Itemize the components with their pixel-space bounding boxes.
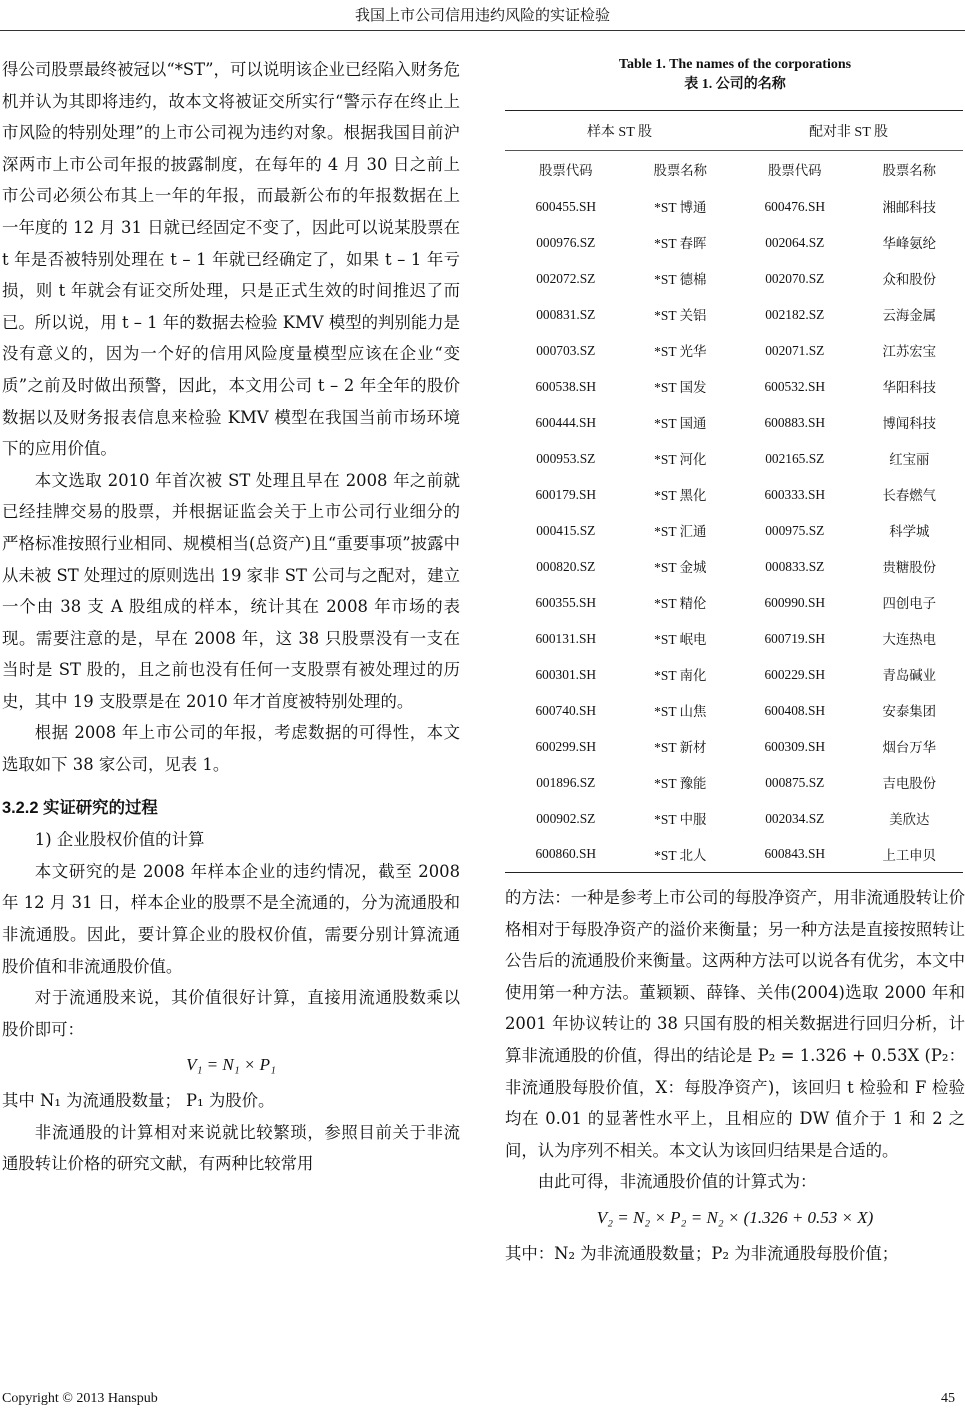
table-cell: *ST 河化	[654, 452, 707, 467]
table-cell: *ST 春晖	[654, 236, 707, 251]
table-cell: 华峰氨纶	[882, 236, 937, 251]
table-cell: 烟台万华	[882, 740, 937, 755]
table-row	[505, 261, 963, 297]
table-cell: 云海金属	[882, 308, 937, 323]
table-row	[505, 729, 963, 765]
table-cell: 红宝丽	[889, 452, 930, 467]
left-column	[2, 54, 460, 1180]
table-cell: 600476.SH	[764, 198, 826, 214]
table-row	[505, 765, 963, 801]
table-cell: 600179.SH	[535, 486, 597, 502]
table-row	[505, 693, 963, 729]
table-cell: 600309.SH	[764, 738, 826, 754]
table-cell: 002064.SZ	[765, 234, 825, 250]
table-row	[505, 657, 963, 693]
table-cell: 600843.SH	[734, 837, 856, 873]
paragraph: 其中：N₂ 为非流通股数量；P₂ 为非流通股每股价值；	[505, 1243, 899, 1263]
table-cell: 600860.SH	[505, 837, 627, 873]
column-header: 股票代码	[768, 163, 822, 179]
table-cell: 600538.SH	[535, 378, 597, 394]
paragraph: 由此可得，非流通股价值的计算式为：	[537, 1172, 817, 1192]
table-cell: 江苏宏宝	[882, 344, 937, 359]
table-caption-en: Table 1. The names of the corporations	[618, 57, 852, 72]
table-cell: 安泰集团	[882, 704, 937, 719]
table-body	[505, 189, 963, 873]
table-cell: 001896.SZ	[536, 774, 596, 790]
table-cell: 000953.SZ	[536, 450, 596, 466]
equation: V₂ = N₂ × P₂ = N₂ × (1.326 + 0.53 × X)	[596, 1207, 874, 1227]
table-cell: 002071.SZ	[765, 342, 825, 358]
group-header: 样本 ST 股	[505, 111, 734, 151]
table-cell: 000902.SZ	[536, 810, 596, 826]
table-cell: 长春燃气	[882, 488, 937, 503]
table-cell: *ST 中服	[654, 812, 707, 827]
table-cell: *ST 金城	[654, 560, 707, 575]
table-row	[505, 405, 963, 441]
table-cell: 002182.SZ	[765, 306, 825, 322]
table-row	[505, 189, 963, 225]
table-cell: *ST 国发	[654, 380, 707, 395]
table-cell: 博闻科技	[882, 416, 937, 431]
table-row	[505, 477, 963, 513]
table-row	[505, 585, 963, 621]
table-cell: 002070.SZ	[765, 270, 825, 286]
column-header: 股票名称	[653, 163, 708, 179]
table-cell: 002072.SZ	[536, 270, 596, 286]
table-cell: *ST 博通	[654, 200, 707, 215]
table-cell: 600333.SH	[764, 486, 826, 502]
table-cell: 000703.SZ	[536, 342, 596, 358]
table-cell: 600408.SH	[764, 702, 826, 718]
table-cell: 000415.SZ	[536, 522, 596, 538]
table-cell: 600444.SH	[535, 414, 597, 430]
table-cell: 湘邮科技	[882, 200, 937, 215]
table-cell: *ST 黑化	[654, 488, 707, 503]
paragraph: 根据 2008 年上市公司的年报，考虑数据的可得性，本文选取如下 38 家公司，见表 1。	[2, 723, 460, 775]
table-row	[505, 801, 963, 837]
column-header: 股票代码	[539, 163, 593, 179]
table-cell: *ST 北人	[627, 837, 734, 873]
table-cell: *ST 光华	[654, 344, 707, 359]
table-cell: 科学城	[889, 524, 930, 539]
table-cell: 600229.SH	[764, 666, 826, 682]
table-cell: 600740.SH	[535, 702, 597, 718]
table-caption-zh: 表 1. 公司的名称	[684, 77, 786, 92]
section-heading: 3.2.2 实证研究的过程	[2, 798, 158, 817]
subsection-label: 1) 企业股权价值的计算	[34, 830, 205, 850]
table-cell: *ST 汇通	[654, 524, 707, 539]
table-cell: 600532.SH	[764, 378, 826, 394]
table-cell: 600719.SH	[764, 630, 826, 646]
table-cell: *ST 德棉	[654, 272, 707, 287]
paragraph: 的方法：一种是参考上市公司的每股净资产，用非流通股转让价格相对于每股净资产的溢价来衡量；另一种方法是直接按照转让公告后的流通股价来衡量。这两种方法可以说各有优劣，本文中使用第一种方法。董颖颖、薛锋、关伟(2004)选取 2000 年和 2001 年协议转让的 38 只国有股的相关数据进行回归分析，计算非流通股的价值，得出的结论是 P₂ = 1.326 + 0.53X (P₂：非流通股每股价值，X：每股净资产)，该回归 t 检验和 F 检验均在 0.01 的显著性水平上，且相应的 DW 值介于 1 和 2 之间，认为序列不相关。本文认为该回归结果是合适的。	[505, 888, 965, 1160]
table-cell: 上工申贝	[856, 837, 963, 873]
table-cell: *ST 精伦	[654, 596, 707, 611]
table-cell: 600883.SH	[764, 414, 826, 430]
paragraph: 得公司股票最终被冠以“*ST”，可以说明该企业已经陷入财务危机并认为其即将违约，故本文将被证交所实行“警示存在终止上市风险的特别处理”的上市公司视为违约对象。根据我国目前沪深两市上市公司年报的披露制度，在每年的 4 月 30 日之前上市公司必须公布其上一年的年报，而最新公布的年报数据在上一年度的 12 月 31 日就已经固定不变了，因此可以说某股票在 t 年是否被特别处理在 t – 1 年就已经确定了，如果 t – 1 年亏损，则 t 年就会有证交所处理，只是正式生效的时间推迟了而已。所以说，用 t – 1 年的数据去检验 KMV 模型的判别能力是没有意义的，因为一个好的信用风险度量模型应该在企业“变质”之前及时做出预警，因此，本文用公司 t – 2 年全年的股价数据以及财务报表信息来检验 KMV 模型在我国当前市场环境下的应用价值。	[2, 60, 460, 459]
table-cell: 000833.SZ	[765, 558, 825, 574]
table-cell: 贵糖股份	[882, 560, 937, 575]
table-cell: 华阳科技	[882, 380, 937, 395]
running-header: 我国上市公司信用违约风险的实证检验	[354, 6, 610, 24]
corporations-table	[505, 110, 963, 873]
table-cell: 600301.SH	[535, 666, 597, 682]
table-row	[505, 513, 963, 549]
column-header: 股票名称	[882, 163, 937, 179]
table-row	[505, 333, 963, 369]
equation: V₁ = N₁ × P₁	[186, 1055, 276, 1075]
table-cell: *ST 山焦	[654, 704, 707, 719]
table-cell: *ST 国通	[654, 416, 707, 431]
table-cell: 002165.SZ	[765, 450, 825, 466]
copyright: Copyright © 2013 Hanspub	[2, 1391, 158, 1406]
table-row	[505, 225, 963, 261]
table-cell: 美欣达	[889, 812, 930, 827]
paragraph: 非流通股的计算相对来说就比较繁琐，参照目前关于非流通股转让价格的研究文献，有两种比较常用	[2, 1122, 460, 1174]
table-cell: *ST 岷电	[654, 632, 707, 647]
table-row	[505, 621, 963, 657]
table-cell: 大连热电	[882, 632, 937, 647]
table-cell: 000976.SZ	[536, 234, 596, 250]
table-cell: *ST 关铝	[654, 308, 707, 323]
table-cell: 002034.SZ	[765, 810, 825, 826]
table-cell: 600131.SH	[535, 630, 597, 646]
table-cell: *ST 新材	[654, 740, 707, 755]
table-cell: *ST 南化	[654, 668, 707, 683]
table-cell: 000975.SZ	[765, 522, 825, 538]
paragraph: 其中 N₁ 为流通股数量； P₁ 为股价。	[2, 1091, 275, 1110]
group-header: 配对非 ST 股	[734, 111, 963, 151]
table-cell: 000831.SZ	[536, 306, 596, 322]
table-cell: 000820.SZ	[536, 558, 596, 574]
table-cell: 600990.SH	[764, 594, 826, 610]
table-cell: 600355.SH	[535, 594, 597, 610]
table-cell: 四创电子	[882, 596, 937, 611]
table-cell: 600299.SH	[535, 738, 597, 754]
page-number: 45	[941, 1391, 955, 1406]
table-cell: 青岛碱业	[882, 668, 937, 683]
table-caption	[505, 55, 965, 95]
table-row	[505, 441, 963, 477]
paragraph: 本文研究的是 2008 年样本企业的违约情况，截至 2008 年 12 月 31 日，样本企业的股票不是全流通的，分为流通股和非流通股。因此，要计算企业的股权价值，需要分别计算流通股价值和非流通股价值。	[2, 861, 460, 976]
table-cell: 吉电股份	[882, 776, 937, 791]
paragraph: 对于流通股来说，其价值很好计算，直接用流通股数乘以股价即可：	[2, 988, 460, 1039]
table-row	[505, 549, 963, 585]
paragraph: 本文选取 2010 年首次被 ST 处理且早在 2008 年之前就已经挂牌交易的股票，并根据证监会关于上市公司行业细分的严格标准按照行业相同、规模相当(总资产)且“重要事项”披露中从未被 ST 处理过的原则选出 19 家非 ST 公司与之配对，建立一个由 38 支 A 股组成的样本，统计其在 2008 年市场的表现。需要注意的是，早在 2008 年，这 38 只股票没有一支在当时是 ST 股的，且之前也没有任何一支股票有被处理过的历史，其中 19 支股票是在 2010 年才首度被特别处理的。	[2, 470, 460, 711]
table-row	[505, 369, 963, 405]
table-cell: 000875.SZ	[765, 774, 825, 790]
table-row	[505, 297, 963, 333]
table-cell: *ST 豫能	[654, 776, 707, 791]
header-rule	[0, 30, 965, 31]
right-column	[505, 882, 965, 1269]
table-row	[505, 837, 963, 873]
table-cell: 600455.SH	[535, 198, 597, 214]
table-cell: 众和股份	[882, 272, 937, 287]
